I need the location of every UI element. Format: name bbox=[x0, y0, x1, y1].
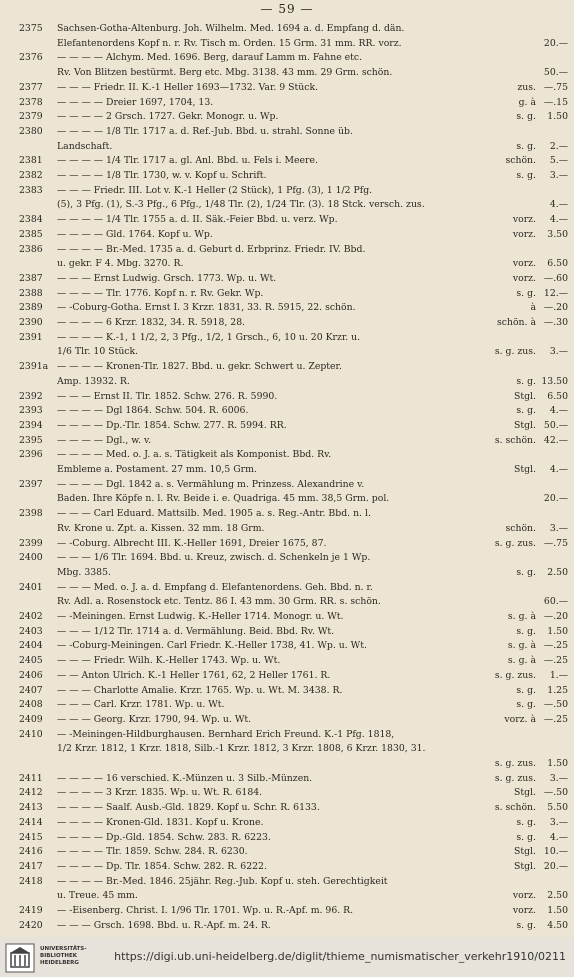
lot-price: —.20 bbox=[543, 302, 568, 314]
lot-grade: s. g. à bbox=[507, 655, 536, 667]
lot-description: Amp. 13932. R. bbox=[57, 375, 130, 387]
catalog-line bbox=[0, 51, 574, 64]
catalog-line bbox=[0, 581, 574, 594]
lot-number: 2397 bbox=[19, 478, 43, 490]
catalog-line bbox=[0, 272, 574, 285]
lot-description: Elefantenordens Kopf n. r. Rv. Tisch m. Orden. 15 Grm. 31 mm. RR. vorz. bbox=[57, 37, 402, 49]
lot-grade: Stgl. bbox=[514, 464, 536, 475]
lot-description: — -Meiningen. Ernst Ludwig. K.-Heller 1714. Monogr. u. Wt. bbox=[57, 611, 344, 622]
catalog-line bbox=[0, 125, 574, 138]
lot-description: — — — Friedr. II. K.-1 Heller 1693—1732. Var. 9 Stück. bbox=[57, 81, 319, 93]
lot-description: — — — — Dp.-Tlr. 1854. Schw. 277. R. 5994. RR. bbox=[57, 419, 287, 431]
catalog-entries bbox=[0, 22, 574, 934]
footer-bar bbox=[0, 937, 574, 977]
lot-description: — — — Friedr. Wilh. K.-Heller 1743. Wp. u. Wt. bbox=[57, 655, 281, 667]
lot-description: — -Meiningen-Hildburghausen. Bernhard Erich Freund. K.-1 Pfg. 1818, bbox=[57, 728, 395, 740]
lot-grade: s. g. bbox=[516, 919, 536, 931]
lot-number: 2401 bbox=[19, 581, 43, 593]
lot-number: 2403 bbox=[19, 625, 43, 637]
catalog-line bbox=[0, 595, 574, 608]
lot-price: 10.— bbox=[543, 846, 568, 858]
lot-grade: s. g. bbox=[516, 287, 536, 299]
lot-number: 2396 bbox=[19, 449, 43, 461]
lot-grade: s. schön. bbox=[494, 434, 536, 446]
catalog-line bbox=[0, 625, 574, 638]
catalog-line bbox=[0, 713, 574, 726]
lot-description: — — — Georg. Krzr. 1790, 94. Wp. u. Wt. bbox=[57, 713, 252, 725]
catalog-line bbox=[0, 169, 574, 182]
lot-number: 2414 bbox=[19, 816, 43, 828]
lot-grade: s. g. bbox=[516, 831, 536, 843]
lot-price: 42.— bbox=[543, 434, 568, 446]
lot-number: 2417 bbox=[19, 860, 43, 872]
lot-number: 2399 bbox=[19, 537, 43, 549]
lot-number: 2415 bbox=[19, 831, 43, 843]
lot-description: — — — — Dp. Tlr. 1854. Schw. 282. R. 6222. bbox=[57, 860, 267, 872]
lot-price: —.25 bbox=[543, 640, 568, 652]
source-url-link[interactable]: https://digi.ub.uni-heidelberg.de/diglit/thieme_numismatischer_verkehr1910/0211 bbox=[114, 950, 566, 963]
lot-description: u. Treue. 45 mm. bbox=[57, 890, 138, 902]
lot-description: Rv. Krone u. Zpt. a. Kissen. 32 mm. 18 Grm. bbox=[57, 522, 265, 534]
lot-grade: à bbox=[530, 302, 536, 314]
lot-grade: s. g. zus. bbox=[494, 772, 536, 784]
library-name bbox=[40, 946, 87, 967]
lot-grade: vorz. bbox=[512, 258, 536, 270]
catalog-line bbox=[0, 889, 574, 902]
lot-price: 12.— bbox=[543, 287, 568, 299]
lot-description: — — — — Br.-Med. 1846. 25jähr. Reg.-Jub. Kopf u. steh. Gerechtigkeit bbox=[57, 875, 388, 887]
catalog-line bbox=[0, 287, 574, 300]
lot-price: —.15 bbox=[543, 96, 568, 108]
lot-number: 2398 bbox=[19, 508, 43, 520]
lot-price: 50.— bbox=[543, 67, 568, 79]
lot-description: — -Coburg. Albrecht III. K.-Heller 1691, Dreier 1675, 87. bbox=[57, 537, 327, 549]
catalog-line bbox=[0, 390, 574, 403]
catalog-line bbox=[0, 551, 574, 564]
lot-price: —.25 bbox=[543, 713, 568, 725]
lot-number: 2380 bbox=[19, 125, 43, 137]
lot-price: 5.50 bbox=[547, 802, 568, 814]
lot-number: 2384 bbox=[19, 214, 43, 226]
lot-price: 3.— bbox=[549, 346, 568, 358]
lot-description: — — — Carl. Krzr. 1781. Wp. u. Wt. bbox=[57, 699, 225, 711]
catalog-line bbox=[0, 404, 574, 417]
lot-number: 2416 bbox=[19, 846, 43, 858]
lot-number: 2388 bbox=[19, 287, 43, 299]
catalog-line bbox=[0, 831, 574, 844]
lot-price: 4.— bbox=[549, 831, 568, 843]
catalog-line bbox=[0, 140, 574, 153]
lot-grade: Stgl. bbox=[514, 419, 536, 431]
lot-grade: s. g. zus. bbox=[494, 669, 536, 681]
catalog-line bbox=[0, 110, 574, 123]
lot-grade: s. g. à bbox=[507, 611, 536, 622]
lot-grade: s. g. zus. bbox=[494, 537, 536, 549]
lot-description: — — — — 3 Krzr. 1835. Wp. u. Wt. R. 6184. bbox=[57, 787, 263, 799]
lot-price: 3.— bbox=[549, 816, 568, 828]
lot-description: — — — Ernst Ludwig. Grsch. 1773. Wp. u. Wt. bbox=[57, 272, 277, 284]
lot-description: — — — — Dgl 1864. Schw. 504. R. 6006. bbox=[57, 405, 249, 417]
lot-number: 2393 bbox=[19, 405, 43, 417]
lot-description: — — — Grsch. 1698. Bbd. u. R.-Apf. m. 24. R. bbox=[57, 919, 271, 931]
lot-price: 3.— bbox=[549, 170, 568, 181]
lot-price: 4.— bbox=[549, 464, 568, 475]
lot-grade: schön. à bbox=[496, 317, 536, 328]
lot-description: — — — — Saalf. Ausb.-Gld. 1829. Kopf u. Schr. R. 6133. bbox=[57, 802, 320, 814]
lot-price: 3.— bbox=[549, 772, 568, 784]
catalog-line bbox=[0, 331, 574, 344]
catalog-line bbox=[0, 757, 574, 770]
lot-number: 2391 bbox=[19, 331, 43, 343]
lot-number: 2400 bbox=[19, 552, 43, 564]
lot-description: — — — Med. o. J. a. d. Empfang d. Elefantenordens. Geh. Bbd. n. r. bbox=[57, 581, 373, 593]
catalog-line bbox=[0, 786, 574, 799]
lot-price: 13.50 bbox=[541, 375, 568, 387]
lot-grade: g. à bbox=[518, 96, 536, 108]
lot-number: 2382 bbox=[19, 170, 43, 181]
lot-price: 50.— bbox=[543, 419, 568, 431]
catalog-line bbox=[0, 463, 574, 476]
lot-description: — — — — Gld. 1764. Kopf u. Wp. bbox=[57, 228, 213, 240]
lot-price: —.25 bbox=[543, 655, 568, 667]
lot-description: — — — — K.-1, 1 1/2, 2, 3 Pfg., 1/2, 1 Grsch., 6, 10 u. 20 Krzr. u. bbox=[57, 331, 361, 343]
lot-description: — — — — Med. o. J. a. s. Tätigkeit als Komponist. Bbd. Rv. bbox=[57, 449, 332, 461]
lot-price: 60.— bbox=[543, 596, 568, 608]
catalog-line bbox=[0, 257, 574, 270]
lot-description: — — — 1/12 Tlr. 1714 a. d. Vermählung. Beid. Bbd. Rv. Wt. bbox=[57, 625, 335, 637]
catalog-line bbox=[0, 566, 574, 579]
lot-description: — — — — 16 verschied. K.-Münzen u. 3 Silb.-Münzen. bbox=[57, 772, 313, 784]
catalog-line bbox=[0, 845, 574, 858]
lot-number: 2412 bbox=[19, 787, 43, 799]
lot-price: —.30 bbox=[543, 317, 568, 328]
lot-grade: vorz. à bbox=[504, 713, 536, 725]
lot-number: 2383 bbox=[19, 184, 43, 196]
lot-description: — — — — Tlr. 1776. Kopf n. r. Rv. Gekr. Wp. bbox=[57, 287, 264, 299]
lot-grade: Stgl. bbox=[514, 390, 536, 402]
lot-price: 4.— bbox=[549, 405, 568, 417]
lot-number: 2391a bbox=[19, 361, 49, 373]
lot-description: — — — 1/6 Tlr. 1694. Bbd. u. Kreuz, zwisch. d. Schenkeln je 1 Wp. bbox=[57, 552, 371, 564]
lot-description: — — — — Alchym. Med. 1696. Berg, darauf Lamm m. Fahne etc. bbox=[57, 52, 363, 64]
lot-grade: s. g. bbox=[516, 625, 536, 637]
lot-description: Baden. Ihre Köpfe n. l. Rv. Beide i. e. Quadriga. 45 mm. 38,5 Grm. pol. bbox=[57, 493, 390, 505]
catalog-line bbox=[0, 654, 574, 667]
lot-grade: s. g. bbox=[516, 684, 536, 696]
lot-grade: s. g. bbox=[516, 170, 536, 181]
lot-description: — — — — Dp.-Gld. 1854. Schw. 283. R. 6223. bbox=[57, 831, 271, 843]
catalog-line bbox=[0, 610, 574, 623]
lot-number: 2381 bbox=[19, 155, 43, 167]
catalog-line bbox=[0, 492, 574, 505]
lot-number: 2405 bbox=[19, 655, 43, 667]
catalog-line bbox=[0, 875, 574, 888]
lot-description: — — — — Kronen-Gld. 1831. Kopf u. Krone. bbox=[57, 816, 264, 828]
lot-description: — — — — 2 Grsch. 1727. Gekr. Monogr. u. Wp. bbox=[57, 111, 279, 123]
logo-line-2: BIBLIOTHEK bbox=[40, 953, 78, 959]
lot-price: 6.50 bbox=[547, 258, 568, 270]
catalog-line bbox=[0, 698, 574, 711]
lot-number: 2419 bbox=[19, 905, 43, 916]
lot-number: 2409 bbox=[19, 713, 43, 725]
lot-grade: s. g. bbox=[516, 140, 536, 152]
catalog-line bbox=[0, 904, 574, 917]
lot-price: 20.— bbox=[543, 493, 568, 505]
lot-number: 2390 bbox=[19, 317, 43, 328]
catalog-line bbox=[0, 375, 574, 388]
lot-price: —.50 bbox=[543, 699, 568, 711]
lot-grade: s. g. à bbox=[507, 640, 536, 652]
catalog-line bbox=[0, 66, 574, 79]
lot-number: 2375 bbox=[19, 23, 43, 34]
lot-description: — -Coburg-Meiningen. Carl Friedr. K.-Heller 1738, 41. Wp. u. Wt. bbox=[57, 640, 367, 652]
logo-line-1: UNIVERSITÄTS- bbox=[40, 946, 87, 952]
lot-description: — -Coburg-Gotha. Ernst I. 3 Krzr. 1831, 33. R. 5915, 22. schön. bbox=[57, 302, 356, 314]
catalog-line bbox=[0, 919, 574, 932]
lot-grade: vorz. bbox=[512, 272, 536, 284]
lot-price: —.75 bbox=[543, 81, 568, 93]
lot-number: 2377 bbox=[19, 81, 43, 93]
lot-grade: s. g. bbox=[516, 111, 536, 123]
catalog-line bbox=[0, 507, 574, 520]
lot-grade: s. g. zus. bbox=[494, 758, 536, 769]
lot-grade: vorz. bbox=[512, 890, 536, 902]
lot-number: 2385 bbox=[19, 228, 43, 240]
lot-number: 2406 bbox=[19, 669, 43, 681]
page-number: — 59 — bbox=[260, 2, 314, 16]
lot-description: — — — — Tlr. 1859. Schw. 284. R. 6230. bbox=[57, 846, 248, 858]
lot-grade: schön. bbox=[505, 522, 536, 534]
lot-price: 20.— bbox=[543, 860, 568, 872]
lot-number: 2379 bbox=[19, 111, 43, 123]
lot-number: 2410 bbox=[19, 728, 43, 740]
catalog-line bbox=[0, 198, 574, 211]
lot-description: — — — — Br.-Med. 1735 a. d. Geburt d. Erbprinz. Friedr. IV. Bbd. bbox=[57, 243, 366, 255]
lot-number: 2376 bbox=[19, 52, 43, 64]
lot-description: — — — — Kronen-Tlr. 1827. Bbd. u. gekr. Schwert u. Zepter. bbox=[57, 361, 342, 373]
catalog-line bbox=[0, 669, 574, 682]
lot-price: —.75 bbox=[543, 537, 568, 549]
catalog-line bbox=[0, 522, 574, 535]
catalog-line bbox=[0, 316, 574, 329]
lot-description: Mbg. 3385. bbox=[57, 566, 111, 578]
catalog-line bbox=[0, 860, 574, 873]
lot-grade: vorz. bbox=[512, 228, 536, 240]
catalog-line bbox=[0, 243, 574, 256]
lot-number: 2389 bbox=[19, 302, 43, 314]
lot-grade: Stgl. bbox=[514, 846, 536, 858]
catalog-line bbox=[0, 301, 574, 314]
lot-description: 1/6 Tlr. 10 Stück. bbox=[57, 346, 139, 358]
lot-price: 2.— bbox=[549, 140, 568, 152]
catalog-line bbox=[0, 37, 574, 50]
catalog-line bbox=[0, 639, 574, 652]
catalog-line bbox=[0, 360, 574, 373]
lot-number: 2407 bbox=[19, 684, 43, 696]
lot-price: 5.— bbox=[549, 155, 568, 167]
lot-description: 1/2 Krzr. 1812, 1 Krzr. 1818, Silb.-1 Krzr. 1812, 3 Krzr. 1808, 6 Krzr. 1830, 31. bbox=[57, 743, 426, 755]
lot-description: — — — Friedr. III. Lot v. K.-1 Heller (2 Stück), 1 Pfg. (3), 1 1/2 Pfg. bbox=[57, 184, 373, 196]
university-logo-icon bbox=[5, 943, 35, 973]
lot-number: 2411 bbox=[19, 772, 43, 784]
logo-line-3: HEIDELBERG bbox=[40, 960, 79, 966]
lot-price: 3.— bbox=[549, 522, 568, 534]
catalog-line bbox=[0, 154, 574, 167]
lot-grade: vorz. bbox=[512, 214, 536, 226]
lot-number: 2420 bbox=[19, 919, 43, 931]
lot-price: 2.50 bbox=[547, 890, 568, 902]
catalog-line bbox=[0, 22, 574, 35]
lot-description: Rv. Von Blitzen bestürmt. Berg etc. Mbg. 3138. 43 mm. 29 Grm. schön. bbox=[57, 67, 393, 79]
lot-description: Rv. Adl. a. Rosenstock etc. Tentz. 86 I. 43 mm. 30 Grm. RR. s. schön. bbox=[57, 596, 381, 608]
lot-price: 20.— bbox=[543, 37, 568, 49]
lot-price: —.20 bbox=[543, 611, 568, 622]
catalog-line bbox=[0, 742, 574, 755]
lot-price: 2.50 bbox=[547, 566, 568, 578]
lot-description: — — — Carl Eduard. Mattsilb. Med. 1905 a. s. Reg.-Antr. Bbd. n. l. bbox=[57, 508, 371, 520]
lot-description: — — — Ernst II. Tlr. 1852. Schw. 276. R. 5990. bbox=[57, 390, 278, 402]
catalog-line bbox=[0, 434, 574, 447]
lot-description: — — — — Dgl. 1842 a. s. Vermählung m. Prinzess. Alexandrine v. bbox=[57, 478, 365, 490]
lot-number: 2408 bbox=[19, 699, 43, 711]
lot-description: — — — — 6 Krzr. 1832, 34. R. 5918, 28. bbox=[57, 317, 246, 328]
catalog-line bbox=[0, 728, 574, 741]
lot-description: — — — — 1/4 Tlr. 1755 a. d. II. Säk.-Feier Bbd. u. verz. Wp. bbox=[57, 214, 338, 226]
lot-description: Sachsen-Gotha-Altenburg. Joh. Wilhelm. Med. 1694 a. d. Empfang d. dän. bbox=[57, 23, 405, 34]
lot-price: —.60 bbox=[543, 272, 568, 284]
lot-price: 4.— bbox=[549, 199, 568, 211]
lot-description: — — — — 1/8 Tlr. 1730, w. v. Kopf u. Schrift. bbox=[57, 170, 267, 181]
lot-number: 2392 bbox=[19, 390, 43, 402]
lot-grade: s. g. bbox=[516, 375, 536, 387]
lot-description: u. gekr. F 4. Mbg. 3270. R. bbox=[57, 258, 184, 270]
lot-price: 1.50 bbox=[547, 905, 568, 916]
lot-price: 6.50 bbox=[547, 390, 568, 402]
lot-number: 2394 bbox=[19, 419, 43, 431]
lot-description: — — — — 1/8 Tlr. 1717 a. d. Ref.-Jub. Bbd. u. strahl. Sonne üb. bbox=[57, 125, 353, 137]
catalog-line bbox=[0, 345, 574, 358]
catalog-line bbox=[0, 419, 574, 432]
lot-grade: s. g. bbox=[516, 566, 536, 578]
lot-description: Landschaft. bbox=[57, 140, 113, 152]
catalog-line bbox=[0, 213, 574, 226]
lot-price: —.50 bbox=[543, 787, 568, 799]
lot-number: 2404 bbox=[19, 640, 43, 652]
lot-number: 2413 bbox=[19, 802, 43, 814]
lot-description: — — — Charlotte Amalie. Krzr. 1765. Wp. u. Wt. M. 3438. R. bbox=[57, 684, 343, 696]
catalog-line bbox=[0, 684, 574, 697]
lot-description: — -Eisenberg. Christ. I. 1/96 Tlr. 1701. Wp. u. R.-Apf. m. 96. R. bbox=[57, 905, 354, 916]
lot-price: 4.50 bbox=[547, 919, 568, 931]
lot-description: — — — — 1/4 Tlr. 1717 a. gl. Anl. Bbd. u. Fels i. Meere. bbox=[57, 155, 318, 167]
lot-grade: s. g. bbox=[516, 699, 536, 711]
lot-description: — — — — Dreier 1697, 1704, 13. bbox=[57, 96, 214, 108]
catalog-line bbox=[0, 448, 574, 461]
lot-grade: vorz. bbox=[512, 905, 536, 916]
lot-grade: Stgl. bbox=[514, 860, 536, 872]
lot-price: 4.— bbox=[549, 214, 568, 226]
lot-price: 1.50 bbox=[547, 758, 568, 769]
lot-number: 2378 bbox=[19, 96, 43, 108]
lot-description: — — — — Dgl., w. v. bbox=[57, 434, 152, 446]
lot-grade: Stgl. bbox=[514, 787, 536, 799]
lot-price: 3.50 bbox=[547, 228, 568, 240]
lot-number: 2387 bbox=[19, 272, 43, 284]
lot-grade: s. schön. bbox=[494, 802, 536, 814]
catalog-line bbox=[0, 228, 574, 241]
lot-number: 2418 bbox=[19, 875, 43, 887]
lot-price: 1.25 bbox=[547, 684, 568, 696]
lot-number: 2402 bbox=[19, 611, 43, 622]
catalog-line bbox=[0, 816, 574, 829]
lot-grade: s. g. zus. bbox=[494, 346, 536, 358]
catalog-line bbox=[0, 478, 574, 491]
catalog-line bbox=[0, 772, 574, 785]
catalog-line bbox=[0, 537, 574, 550]
lot-grade: s. g. bbox=[516, 405, 536, 417]
catalog-line bbox=[0, 184, 574, 197]
lot-number: 2395 bbox=[19, 434, 43, 446]
lot-description: (5), 3 Pfg. (1), S.-3 Pfg., 6 Pfg., 1/48 Tlr. (2), 1/24 Tlr. (3). 18 Stck. versch. zus. bbox=[57, 199, 425, 211]
catalog-line bbox=[0, 801, 574, 814]
lot-price: 1.50 bbox=[547, 625, 568, 637]
lot-description: Embleme a. Postament. 27 mm. 10,5 Grm. bbox=[57, 464, 257, 475]
lot-number: 2386 bbox=[19, 243, 43, 255]
catalog-line bbox=[0, 96, 574, 109]
lot-grade: schön. bbox=[505, 155, 536, 167]
catalog-line bbox=[0, 81, 574, 94]
lot-grade: zus. bbox=[517, 81, 536, 93]
lot-grade: s. g. bbox=[516, 816, 536, 828]
lot-price: 1.50 bbox=[547, 111, 568, 123]
lot-description: — — Anton Ulrich. K.-1 Heller 1761, 62, 2 Heller 1761. R. bbox=[57, 669, 331, 681]
lot-price: 1.— bbox=[549, 669, 568, 681]
